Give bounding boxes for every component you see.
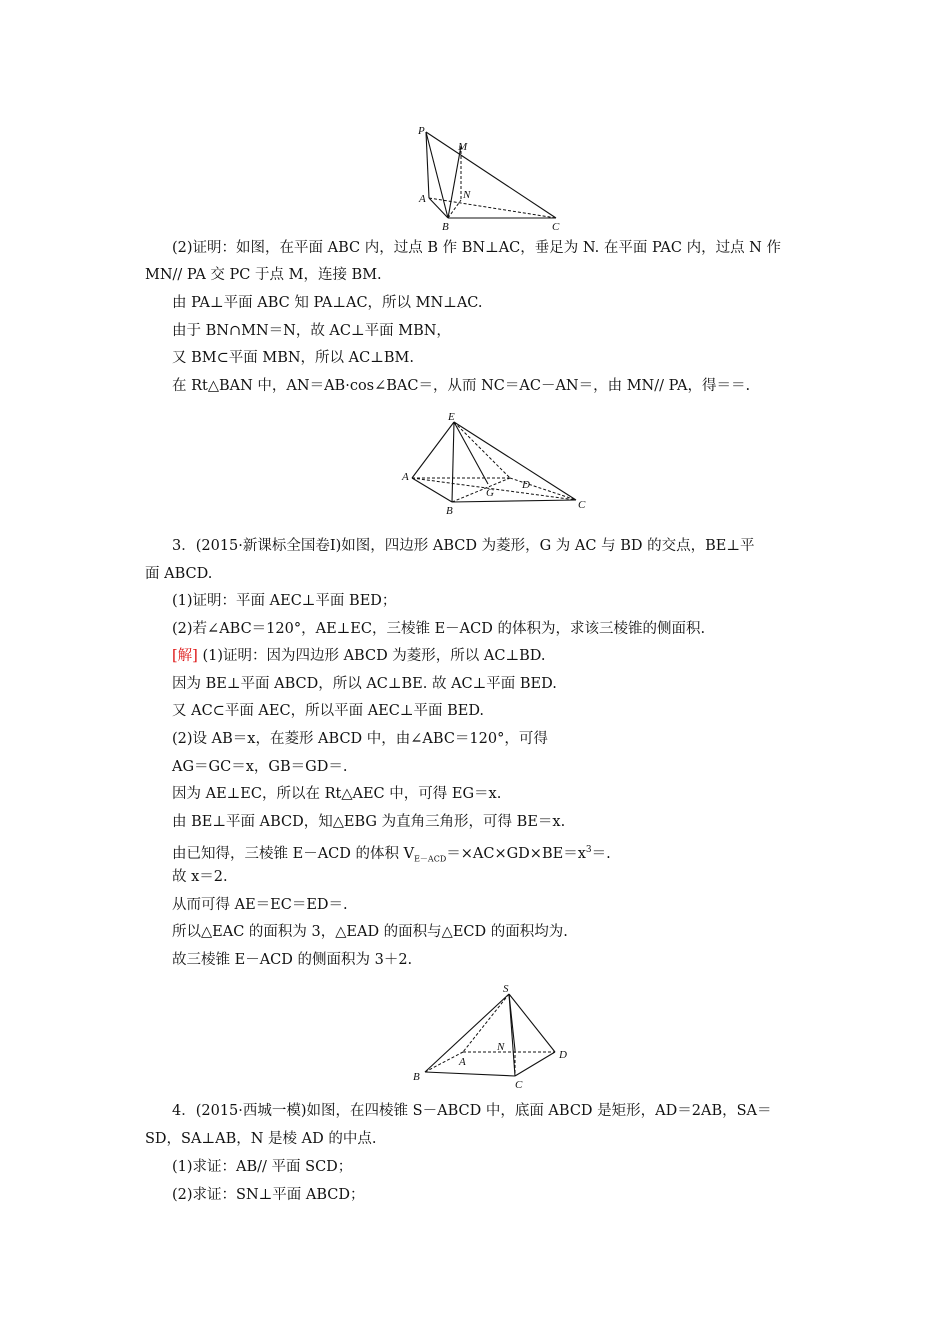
label-p: P [418,125,425,137]
text-line: 因为 AE⊥EC，所以在 Rt△AEC 中，可得 EG＝x. [172,786,502,802]
text-line: AG＝GC＝x，GB＝GD＝. [172,759,348,775]
text-line: 故三棱锥 E－ACD 的侧面积为 3＋2. [172,952,413,968]
text-line: 故 x＝2. [172,869,228,885]
label-s: S [503,983,509,995]
text-line: 从而可得 AE＝EC＝ED＝. [172,897,348,913]
text-line: 3．(2015·新课标全国卷Ⅰ)如图，四边形 ABCD 为菱形，G 为 AC 与 BD 的交点，BE⊥平 [172,538,755,554]
label-d: D [522,479,530,491]
label-c: C [578,499,586,511]
text-line: (2)若∠ABC＝120°，AE⊥EC，三棱锥 E－ACD 的体积为，求该三棱锥的侧面积. [172,621,706,637]
text-line: 由 BE⊥平面 ABCD，知△EBG 为直角三角形，可得 BE＝x. [172,814,566,830]
volume-line [172,839,611,871]
text-line: (1)证明：因为四边形 ABCD 为菱形，所以 AC⊥BD. [202,648,546,664]
label-m: M [458,141,468,153]
text-line: 由 PA⊥平面 ABC 知 PA⊥AC，所以 MN⊥AC. [172,295,483,311]
label-d: D [559,1049,567,1061]
label-b: B [442,221,449,232]
label-e: E [448,411,455,423]
solution-tag: [解] [172,648,198,664]
volume-superscript: 3 [585,845,592,855]
label-n: N [497,1041,505,1053]
text-line: 面 ABCD. [145,566,213,582]
text-line: 又 BM⊂平面 MBN，所以 AC⊥BM. [172,350,414,366]
figure-pyramid-pabc [410,120,570,232]
text-line: 又 AC⊂平面 AEC，所以平面 AEC⊥平面 BED. [172,703,485,719]
text-line: SD，SA⊥AB，N 是棱 AD 的中点. [145,1131,377,1147]
figure-pyramid-sabcd [405,978,580,1090]
text-line: (2)证明：如图，在平面 ABC 内，过点 B 作 BN⊥AC，垂足为 N. 在平面 PAC 内，过点 N 作 [172,240,781,256]
text-line: (1)求证：AB// 平面 SCD； [172,1159,353,1175]
text-line: MN// PA 交 PC 于点 M，连接 BM. [145,267,382,283]
figure-pyramid-eabcd [398,408,594,516]
volume-subscript: E－ACD [414,854,447,864]
solution-line [172,645,546,667]
label-b: B [413,1071,420,1083]
label-b: B [446,505,453,516]
text-line: 所以△EAC 的面积为 3，△EAD 的面积与△ECD 的面积均为. [172,924,568,940]
label-a: A [419,193,426,205]
label-n: N [463,189,471,201]
label-a: A [459,1056,466,1068]
label-c: C [515,1079,523,1090]
text-line: 4．(2015·西城一模)如图，在四棱锥 S－ABCD 中，底面 ABCD 是矩形，AD＝2AB，SA＝ [172,1103,772,1119]
label-a: A [402,471,409,483]
text-line: 由已知得，三棱锥 E－ACD 的体积 V [172,845,415,862]
volume-rest: ＝×AC×GD×BE＝x [446,845,586,862]
text-line: 在 Rt△BAN 中，AN＝AB·cos∠BAC＝，从而 NC＝AC－AN＝，由 MN// PA，得＝＝. [172,378,751,394]
text-line: 因为 BE⊥平面 ABCD，所以 AC⊥BE. 故 AC⊥平面 BED. [172,676,557,692]
text-line: 由于 BN∩MN＝N，故 AC⊥平面 MBN， [172,323,451,339]
label-c: C [552,221,560,232]
volume-end: ＝. [591,845,611,862]
text-line: (1)证明：平面 AEC⊥平面 BED； [172,593,397,609]
text-line: (2)求证：SN⊥平面 ABCD； [172,1187,365,1203]
text-line: (2)设 AB＝x，在菱形 ABCD 中，由∠ABC＝120°，可得 [172,731,548,747]
label-g: G [486,487,494,499]
